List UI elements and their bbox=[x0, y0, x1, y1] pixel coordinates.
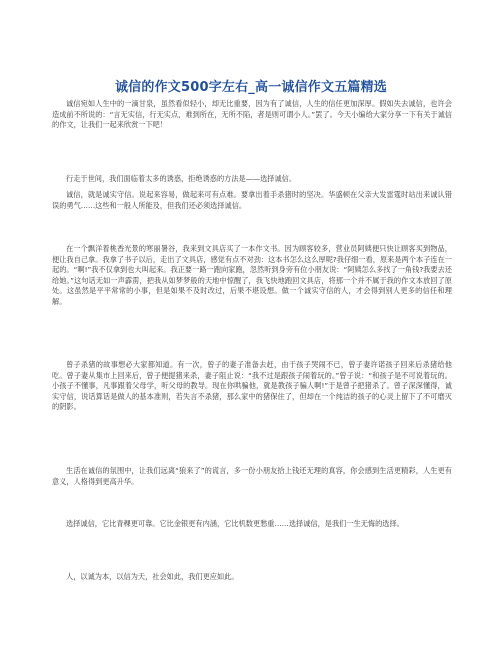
paragraph-4: 曾子杀猪的故事想必大家都知道。有一次，曾子的妻子准备去赶，由于孩子哭闹不已，曾子妻许诺孩子回来后杀猪给他吃。曾子妻从集市上回来后，曾子便提猪来杀，妻子阻止说：“我不过是跟孩子闹着玩的。”曾子说：“和孩子是不可说着玩的。小孩子不懂事，凡事跟着父母学，听父母的教导。现在你哄骗他，就是教孩子骗人啊!”于是曾子把猪杀了。曾子深深懂得，诚实守信，说话算话是做人的基本准则，若失言不杀猪，那么家中的猪保住了，但却在一个纯洁的孩子的心灵上留下了不可磨灭的阴影。 bbox=[52, 360, 452, 412]
paragraph-7: 人，以诚为本，以信为天，社会如此，我们更应如此。 bbox=[66, 572, 239, 581]
paragraph-6: 选择诚信，它比青稞更可靠。它比金银更有内涵，它比机数更愁重……选择诚信，是我们一生无悔的选择。 bbox=[66, 519, 404, 528]
document-title: 诚信的作文500字左右_高一诚信作文五篇精选 bbox=[114, 80, 388, 95]
paragraph-3: 在一个飘洋着桃香光景的寒丽暑谷，我来到文具店买了一本作文书。因为顾客较多，营业员阿姨便只快让顾客买到物品，便让我自己拿。我拿了书子以后，走出了文具店，感觉有点不对劲：这本书怎么这么厚呢?我仔细一看，原来是两个本子连在一起的。“啊!”我不仅拿到也大叫起来。我正要一路一跑向家跑，忽然听到身旁有位小朋友说：“阿姨怎么多找了一角钱?我要去还给她。”这句话无如一声霹雳，把我从如梦梦般的天地中惊醒了，我飞快地跑回文具店，将那一个并不属于我的作文本放回了原处。这虽然是平平常常的小事，但是如果不及时改过，后果不堪设想。做一个诚实守信的人，才会得到别人更多的信任和理解。 bbox=[52, 244, 452, 306]
intro-paragraph: 诚信宛如人生中的一滴甘泉，虽然看似轻小，却无比重要，因为有了诚信，人生的信任更加深厚。假如失去诚信，也许会造成前不所说的：“言无实信，行无实点，难到所在，无所不陷，者是则可谓小人。”罢了。今天小编给大家分享一下有关于诚信的作文，让我们一起来欣赏一下吧！ bbox=[52, 99, 452, 130]
paragraph-2: 诚信，就是诚实守信。说起来容易，做起来可有点难。要拿出着手杀猪时的坚决。华盛顿在父亲大发雷霆时站出来诚认错误的勇气……这些和一般人所能及，但我们还必须选择诚信。 bbox=[52, 190, 452, 210]
paragraph-1: 行走于世间，我们面临着太多的诱惑，拒绝诱惑的方法是——选择诚信。 bbox=[66, 174, 297, 183]
paragraph-5: 生活在诚信的氛围中，让我们远离“狼来了”的谎言，多一份小朋友拾上钱还无理的真容，你会感到生活更精彩，人生更有意义，人格得到更高升华。 bbox=[52, 466, 452, 486]
